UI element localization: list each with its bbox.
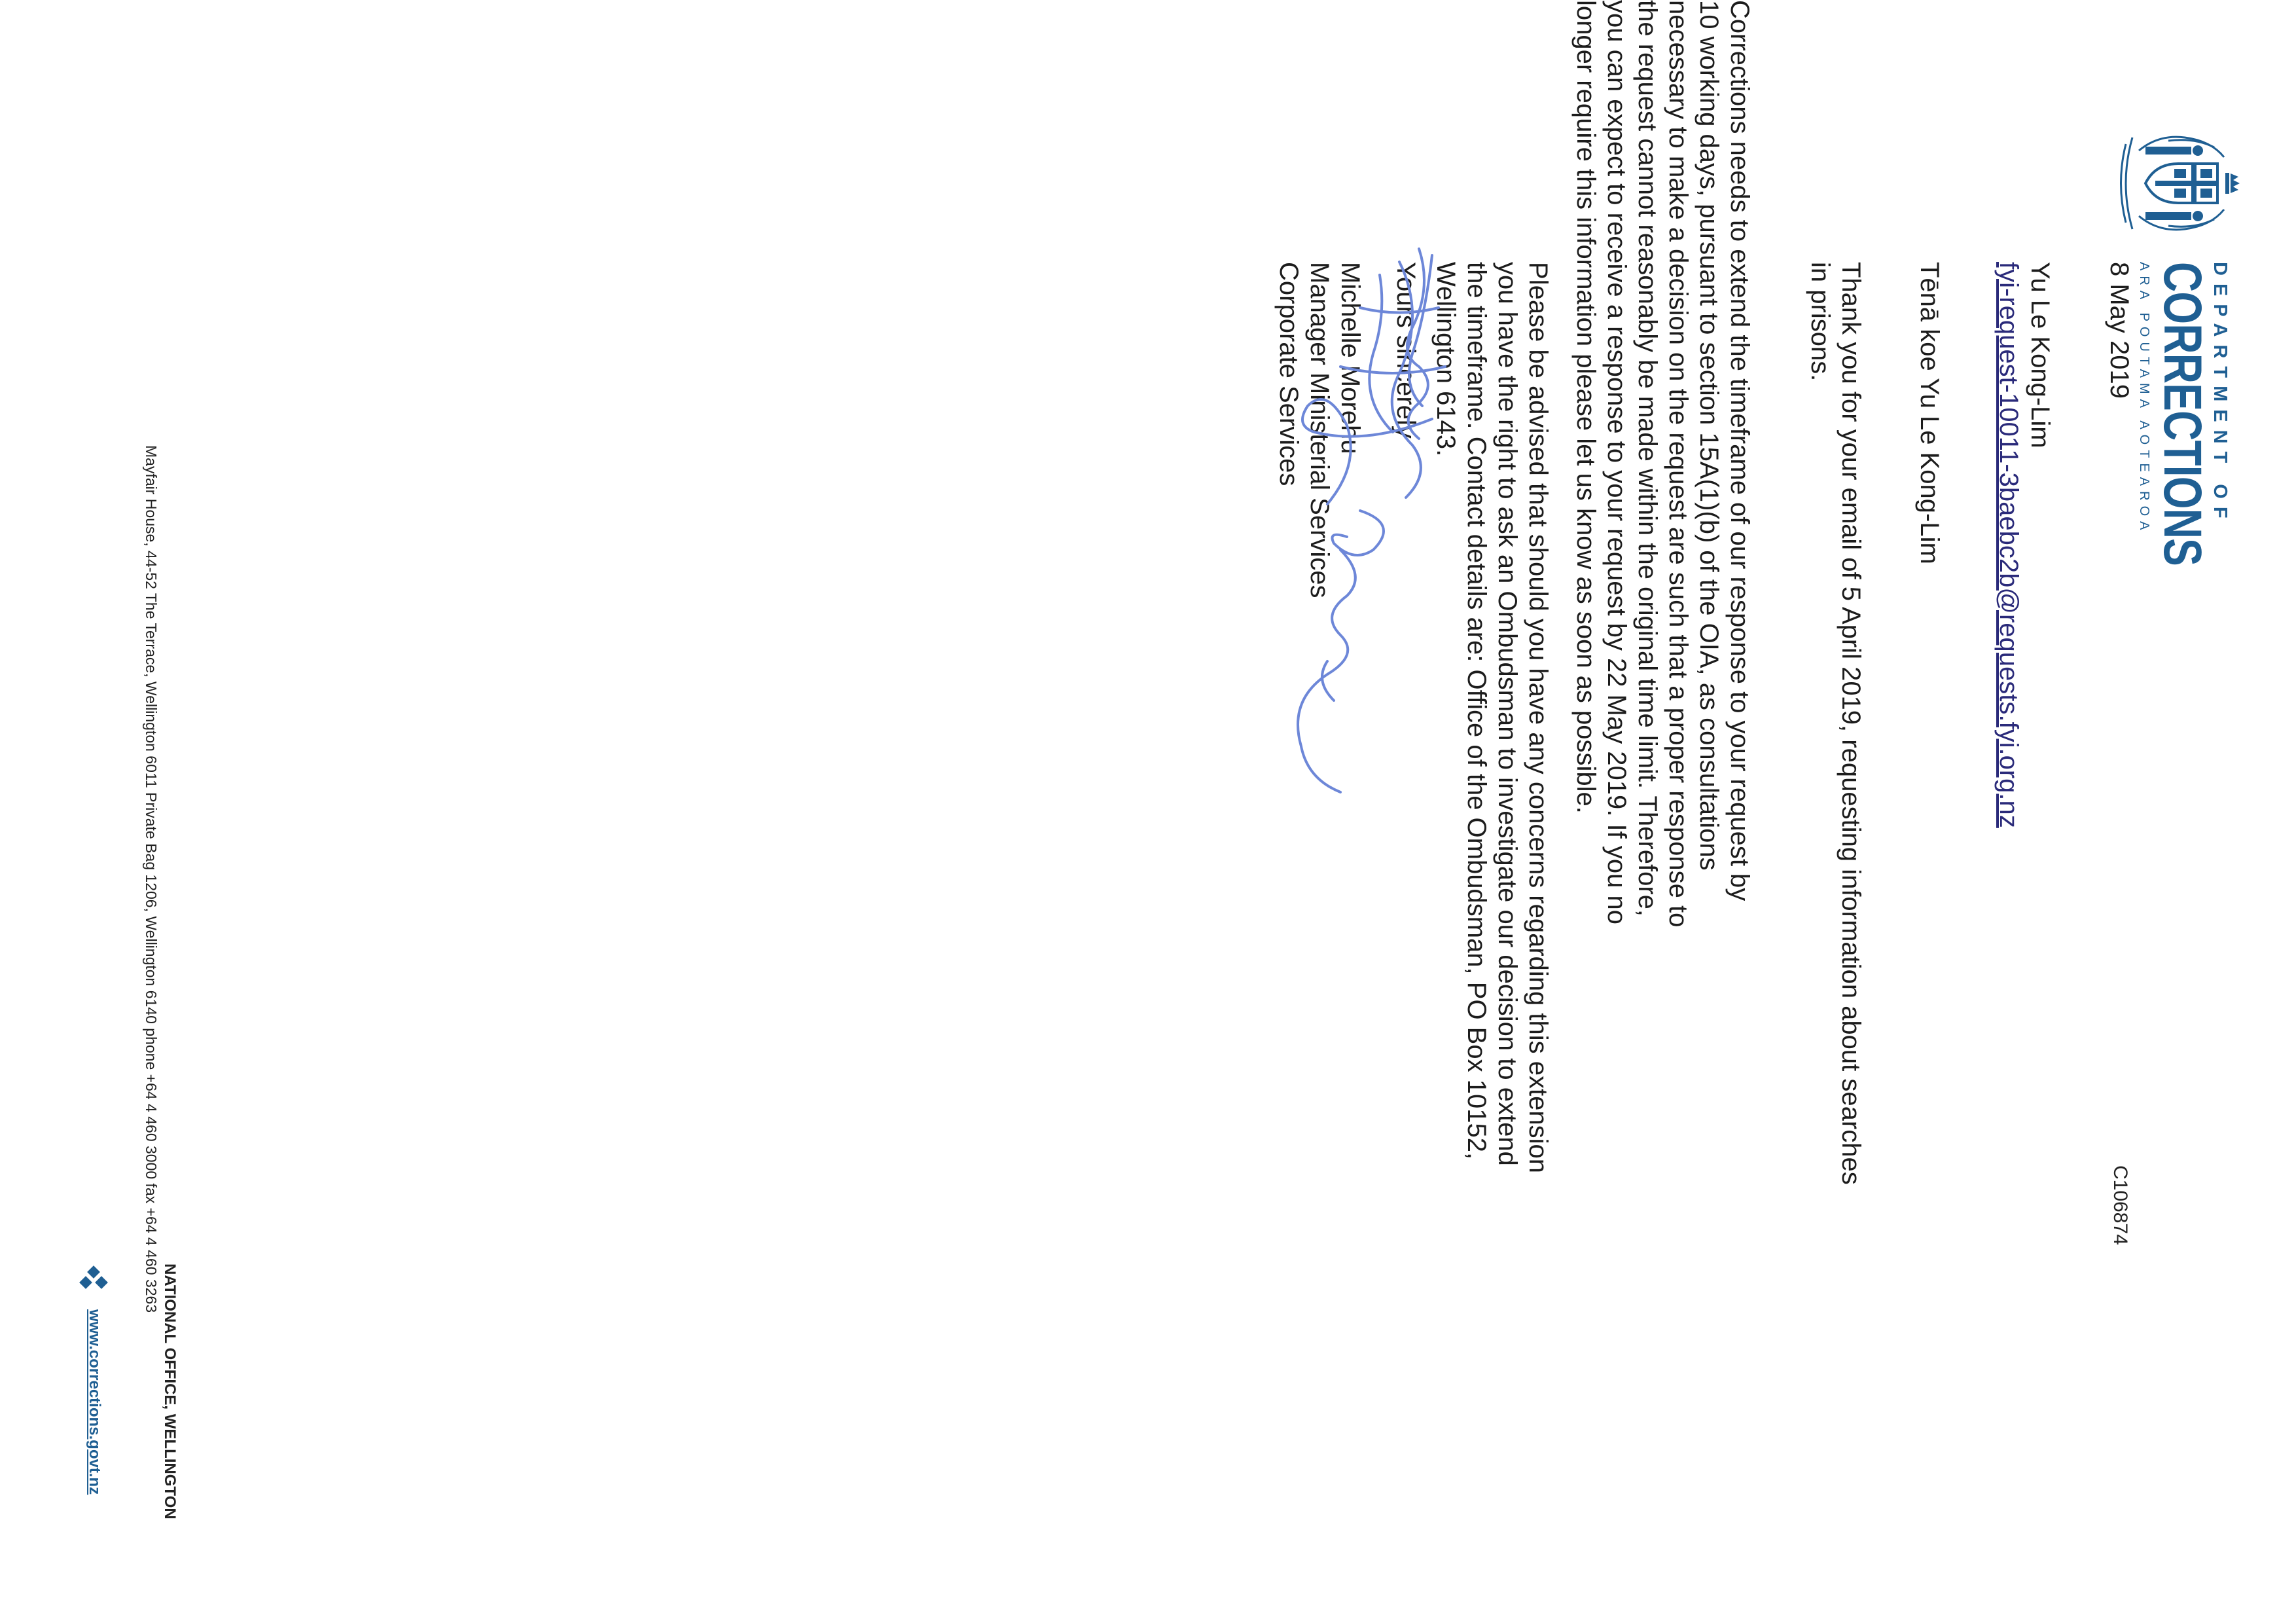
paragraph-acknowledgement — [1804, 262, 1866, 1185]
reference-number: C106874 — [2109, 1165, 2131, 1245]
paragraph-line: longer require this information please let us know as soon as possible. — [1571, 0, 1600, 814]
paragraph-line: Wellington 6143. — [1431, 262, 1460, 457]
logo-line-ara-poutama: ARA POUTAMA AOTEAROA — [2137, 262, 2151, 536]
logo-line-department-of: DEPARTMENT OF — [2210, 262, 2231, 526]
footer-website-link[interactable]: www.corrections.govt.nz — [86, 1309, 103, 1495]
paragraph-line: Please be advised that should you have any concerns regarding this extension — [1524, 262, 1552, 1174]
paragraph-line: Corrections needs to extend the timeframe of our response to your request by — [1725, 0, 1754, 901]
paragraph-line: the timeframe. Contact details are: Office of the Ombudsman, PO Box 10152, — [1462, 262, 1491, 1160]
paragraph-line: the request cannot reasonably be made within the original time limit. Therefore, — [1633, 0, 1662, 917]
recipient-name: Yu Le Kong-Lim — [2026, 262, 2054, 448]
signatory-name: Michelle Morehu — [1336, 262, 1365, 454]
footer-office-name: NATIONAL OFFICE, WELLINGTON — [161, 1264, 179, 1519]
department-logo — [2136, 262, 2231, 651]
greeting: Tēnā koe Yu Le Kong-Lim — [1915, 262, 1944, 564]
paragraph-line: in prisons. — [1806, 262, 1835, 382]
paragraph-line: necessary to make a decision on the request are such that a proper response to — [1664, 0, 1693, 928]
handwritten-signature — [1275, 236, 1458, 825]
paragraph-line: Thank you for your email of 5 April 2019, requesting information about searches — [1837, 262, 1865, 1185]
recipient-email-link[interactable]: fyi-request-10011-3baebc2b@requests.fyi.org.nz — [1994, 262, 2023, 828]
signatory-department: Corporate Services — [1274, 262, 1303, 486]
signatory-role: Manager Ministerial Services — [1305, 262, 1334, 598]
letter-date: 8 May 2019 — [2105, 262, 2134, 399]
paragraph-line: you have the right to ask an Ombudsman to investigate our decision to extend — [1493, 262, 1522, 1166]
footer-address: Mayfair House, 44-52 The Terrace, Wellington 6011 Private Bag 1206, Wellington 6140 phone +64 4 460 3000 fax +64 4 460 3263 — [143, 445, 160, 1313]
closing: Yours sincerely — [1391, 262, 1420, 439]
paragraph-line: you can expect to receive a response to your request by 22 May 2019. If you no — [1602, 0, 1631, 924]
coat-of-arms-icon — [2113, 118, 2244, 249]
logo-line-corrections: CORRECTIONS — [2153, 262, 2212, 566]
diamond-logo-icon — [76, 1264, 110, 1298]
paragraph-extension — [1570, 0, 1755, 927]
paragraph-line: 10 working days, pursuant to section 15A(1)(b) of the OIA, as consultations — [1695, 0, 1723, 871]
